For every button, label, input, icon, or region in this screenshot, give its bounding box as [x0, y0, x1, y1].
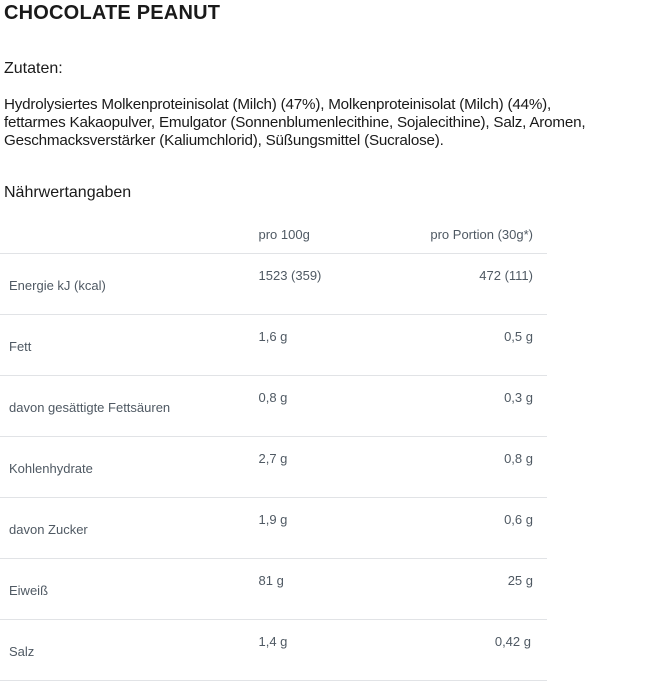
- nutrient-label: davon gesättigte Fettsäuren: [0, 375, 247, 436]
- nutrition-table: [0, 212, 547, 681]
- nutrient-label: Kohlenhydrate: [0, 436, 247, 497]
- nutrient-per-portion: 472 (111): [373, 253, 547, 314]
- nutrient-label: Energie kJ (kcal): [0, 253, 247, 314]
- nutrient-per-100g: 1,9 g: [247, 497, 373, 558]
- nutrient-per-portion: 0,42 g: [373, 619, 547, 680]
- nutrient-per-100g: 1523 (359): [247, 253, 373, 314]
- ingredients-text: [4, 96, 656, 150]
- nutrient-per-100g: 81 g: [247, 558, 373, 619]
- column-header-label: [0, 212, 247, 253]
- table-row: [0, 497, 547, 558]
- nutrient-per-portion: 25 g: [373, 558, 547, 619]
- nutrient-label: Salz: [0, 619, 247, 680]
- table-header-row: [0, 212, 547, 253]
- ingredients-line: Geschmacksverstärker (Kaliumchlorid), Süßungsmittel (Sucralose).: [4, 132, 444, 149]
- nutrient-per-portion: 0,6 g: [373, 497, 547, 558]
- nutrient-label: davon Zucker: [0, 497, 247, 558]
- table-row: [0, 375, 547, 436]
- table-row: [0, 619, 547, 680]
- nutrient-label: Eiweiß: [0, 558, 247, 619]
- column-header-per-portion: pro Portion (30g*): [373, 212, 547, 253]
- table-row: [0, 253, 547, 314]
- nutrient-per-portion: 0,3 g: [373, 375, 547, 436]
- product-title: CHOCOLATE PEANUT: [4, 2, 221, 24]
- table-row: [0, 436, 547, 497]
- table-row: [0, 314, 547, 375]
- nutrient-per-100g: 1,4 g: [247, 619, 373, 680]
- table-row: [0, 558, 547, 619]
- nutrient-per-100g: 2,7 g: [247, 436, 373, 497]
- ingredients-line: fettarmes Kakaopulver, Emulgator (Sonnenblumenlecithine, Sojalecithine), Salz, Aromen,: [4, 114, 586, 131]
- nutrition-heading: Nährwertangaben: [4, 184, 132, 201]
- nutrient-per-100g: 0,8 g: [247, 375, 373, 436]
- column-header-per-100g: pro 100g: [247, 212, 373, 253]
- nutrient-per-portion: 0,5 g: [373, 314, 547, 375]
- ingredients-line: Hydrolysiertes Molkenproteinisolat (Milch) (47%), Molkenproteinisolat (Milch) (44%),: [4, 96, 552, 113]
- nutrient-per-portion: 0,8 g: [373, 436, 547, 497]
- nutrient-label: Fett: [0, 314, 247, 375]
- nutrient-per-100g: 1,6 g: [247, 314, 373, 375]
- ingredients-heading: Zutaten:: [4, 60, 63, 77]
